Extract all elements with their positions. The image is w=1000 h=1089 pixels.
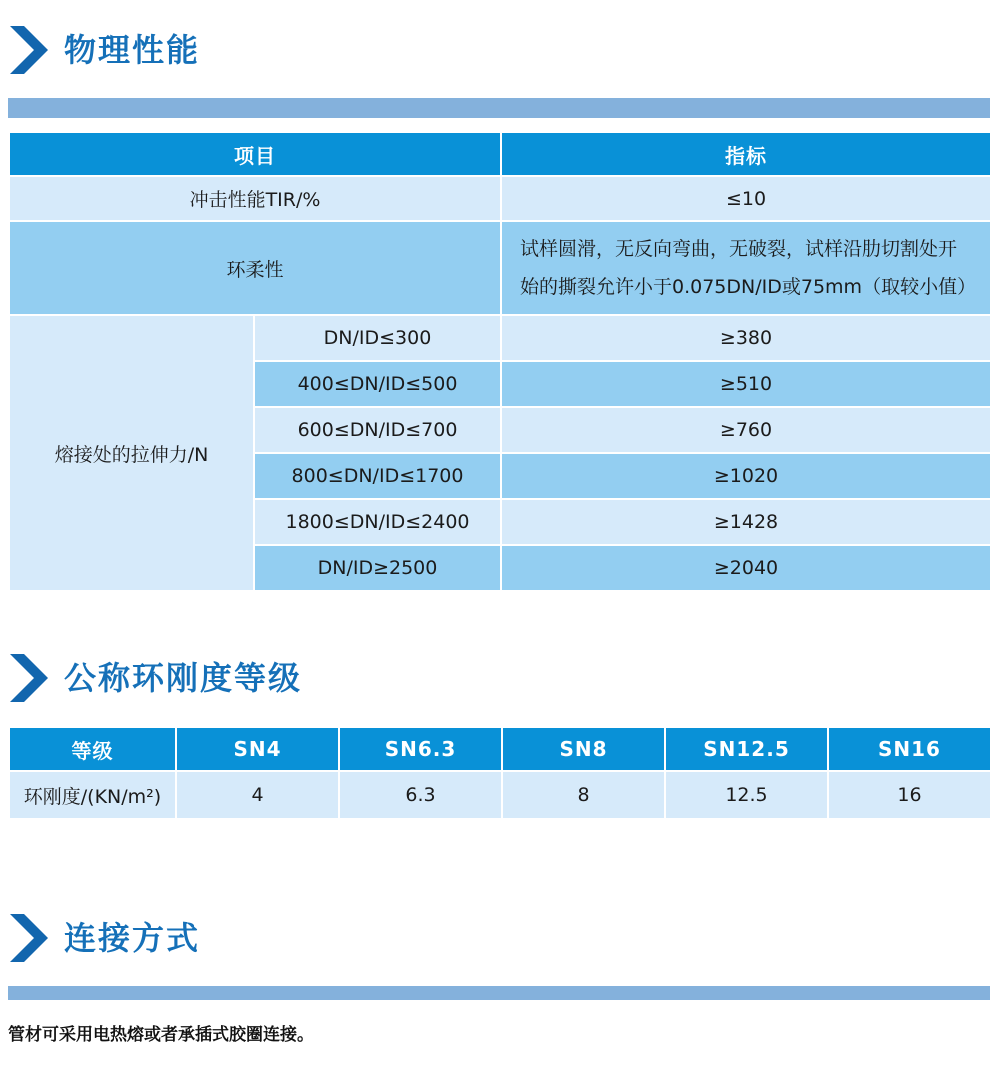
physical-properties-table bbox=[8, 131, 992, 592]
cell-condition: 1800≤DN/ID≤2400 bbox=[254, 499, 501, 545]
cell-condition: 800≤DN/ID≤1700 bbox=[254, 453, 501, 499]
cell-item: 环柔性 bbox=[9, 221, 501, 315]
cell-value: 4 bbox=[176, 771, 339, 819]
cell-value: 8 bbox=[502, 771, 665, 819]
cell-item: 冲击性能TIR/% bbox=[9, 176, 501, 221]
cell-value: ≥380 bbox=[501, 315, 991, 361]
table-row bbox=[9, 771, 991, 819]
divider-bar-bottom bbox=[8, 986, 990, 1000]
section-heading-physical bbox=[10, 24, 1000, 76]
cell-value: 6.3 bbox=[339, 771, 502, 819]
cell-value: ≥1020 bbox=[501, 453, 991, 499]
divider-bar-top bbox=[8, 98, 990, 118]
column-header-sn16: SN16 bbox=[828, 727, 991, 771]
cell-value: 16 bbox=[828, 771, 991, 819]
cell-row-label: 环刚度/(KN/m²) bbox=[9, 771, 176, 819]
section-title-physical: 物理性能 bbox=[64, 31, 201, 69]
chevron-right-icon bbox=[10, 26, 48, 74]
table-row bbox=[9, 221, 991, 315]
table-header-row bbox=[9, 727, 991, 771]
column-header-sn6-3: SN6.3 bbox=[339, 727, 502, 771]
section-title-stiffness: 公称环刚度等级 bbox=[64, 659, 303, 697]
cell-value: ≥1428 bbox=[501, 499, 991, 545]
cell-value: 试样圆滑，无反向弯曲，无破裂，试样沿肋切割处开始的撕裂允许小于0.075DN/ID或75mm（取较小值） bbox=[501, 221, 991, 315]
cell-condition: 400≤DN/ID≤500 bbox=[254, 361, 501, 407]
table-row bbox=[9, 315, 991, 361]
cell-value: ≥2040 bbox=[501, 545, 991, 591]
column-header-sn4: SN4 bbox=[176, 727, 339, 771]
section-heading-connection bbox=[10, 912, 1000, 964]
cell-value: ≥510 bbox=[501, 361, 991, 407]
section-heading-stiffness bbox=[10, 652, 1000, 704]
chevron-right-icon bbox=[10, 914, 48, 962]
cell-condition: DN/ID≤300 bbox=[254, 315, 501, 361]
chevron-right-icon bbox=[10, 654, 48, 702]
cell-value: ≥760 bbox=[501, 407, 991, 453]
connection-note: 管材可采用电热熔或者承插式胶圈连接。 bbox=[8, 1025, 314, 1045]
table-row bbox=[9, 176, 991, 221]
cell-value: ≤10 bbox=[501, 176, 991, 221]
column-header-sn12-5: SN12.5 bbox=[665, 727, 828, 771]
spec-document-page bbox=[0, 24, 1000, 1089]
cell-group-label: 熔接处的拉伸力/N bbox=[9, 315, 254, 591]
cell-value: 12.5 bbox=[665, 771, 828, 819]
cell-condition: DN/ID≥2500 bbox=[254, 545, 501, 591]
table-header-row bbox=[9, 132, 991, 176]
column-header-value: 指标 bbox=[501, 132, 991, 176]
section-title-connection: 连接方式 bbox=[64, 919, 201, 957]
ring-stiffness-table bbox=[8, 726, 992, 820]
column-header-sn8: SN8 bbox=[502, 727, 665, 771]
cell-condition: 600≤DN/ID≤700 bbox=[254, 407, 501, 453]
column-header-grade: 等级 bbox=[9, 727, 176, 771]
column-header-item: 项目 bbox=[9, 132, 501, 176]
